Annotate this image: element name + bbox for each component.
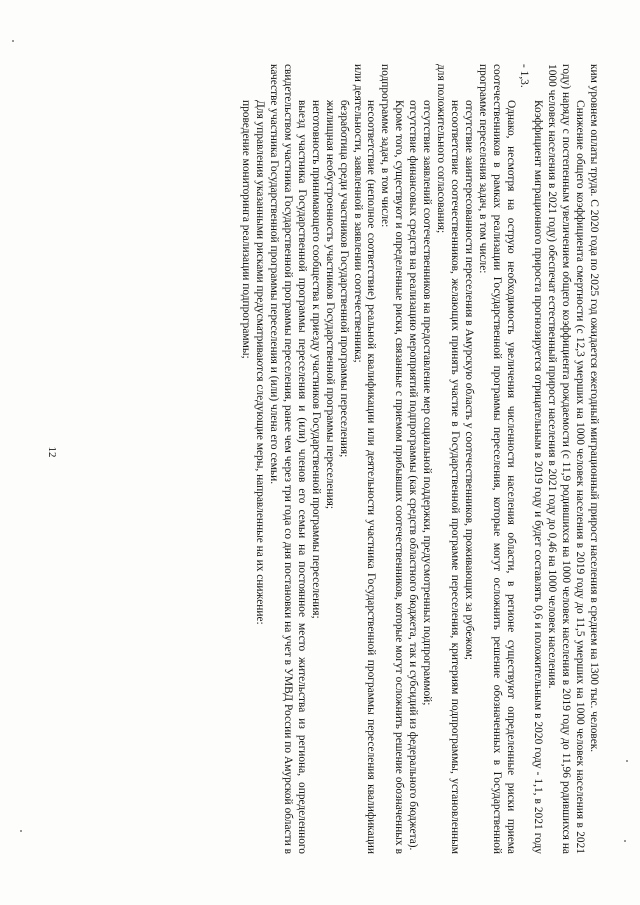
- paragraph: безработица среди участников Государственной программы переселения;: [337, 100, 350, 458]
- page-number: 12: [46, 446, 58, 458]
- paragraph: Для управления указанными рисками предусматриваются следующие меры, направленные на их снижение:: [254, 100, 267, 625]
- paragraph: Однако, несмотря на острую необходимость увеличения численности населения области, в регионе существуют определенные риски приема соотечественников в рамках реализации Государственной программы переселения, которые могут осложнить решение обозначенных в Государственной программе переселения задач, в том числе:: [476, 64, 517, 854]
- rotated-text-block: [60, 64, 600, 854]
- paragraph: выезд участника Государственной программы переселения и (или) членов его семьи на постоянное место жительства из региона, определенного свидетельством участника Государственной программы переселения, ранее чем через три года со дня постановки на учет в УМВД России по Амурской области в качестве участника Государственной программы переселения и (или) члена его семьи.: [268, 64, 308, 854]
- paragraph: несоответствие соотечественников, желающих принять участие в Государственной программе переселения, критериям подпрограммы, установленным для положительного согласования;: [435, 64, 461, 854]
- paragraph: Коэффициент миграционного прироста прогнозируется отрицательным в 2019 году и будет составлять 0,6 и положительным в 2020 году - 1,1, в 2021 году - 1,3.: [518, 64, 545, 854]
- paragraph: ким уровнем оплаты труда. С 2020 года по 2025 год ожидается ежегодный миграционный прирост населения в среднем на 1300 тыс. человек.: [588, 64, 600, 753]
- paragraph: отсутствие финансовых средств на реализацию мероприятий подпрограммы (как средств областного бюджета, так и субсидий из федерального бюджета).: [407, 100, 420, 851]
- paragraph: отсутствие заявлений соотечественников на предоставление мер социальной поддержки, предусмотренных подпрограммой;: [421, 100, 434, 706]
- paragraph: Снижение общего коэффициента смертности (с 12,3 умерших на 1000 человек населения в 2019 году до 11,5 умерших на 1000 человек населения в 2021 году) наряду с постепенным увеличением общего коэффициента рождаемости (с 11,9 родившихся на 1000 человек населения в 2019 году до 11,96 родившихся на 1000 человек населения в 2021 году) обеспечат естественный прирост населения в 2021 году до 0,46 на 1000 человек населения.: [546, 64, 587, 854]
- scan-speck: [624, 840, 626, 842]
- paragraph: жилищная необустроенность участников Государственной программы переселения;: [323, 100, 336, 510]
- paragraph: несоответствие (неполное соответствие) реальной квалификации или деятельности участника Государственной программы переселения квалификации или деятельности, заявленной в заявлении соотечественника;: [351, 64, 378, 854]
- paragraph: Кроме того, существуют и определенные риски, связанные с приемом прибывших соотечественников, которые могут осложнить решение обозначенных в подпрограмме задач, в том числе:: [379, 64, 406, 854]
- scan-speck: [12, 40, 14, 42]
- scan-speck: [626, 760, 628, 762]
- scan-speck: [20, 830, 22, 832]
- paragraph: проведение мониторинга реализации подпрограммы;: [240, 100, 253, 359]
- paragraph: неготовность принимающего сообщества к приезду участников Государственной программы переселения;: [309, 100, 322, 619]
- paragraph: отсутствие заинтересованности переселения в Амурскую область у соотечественников, проживающих за рубежом;: [462, 100, 475, 660]
